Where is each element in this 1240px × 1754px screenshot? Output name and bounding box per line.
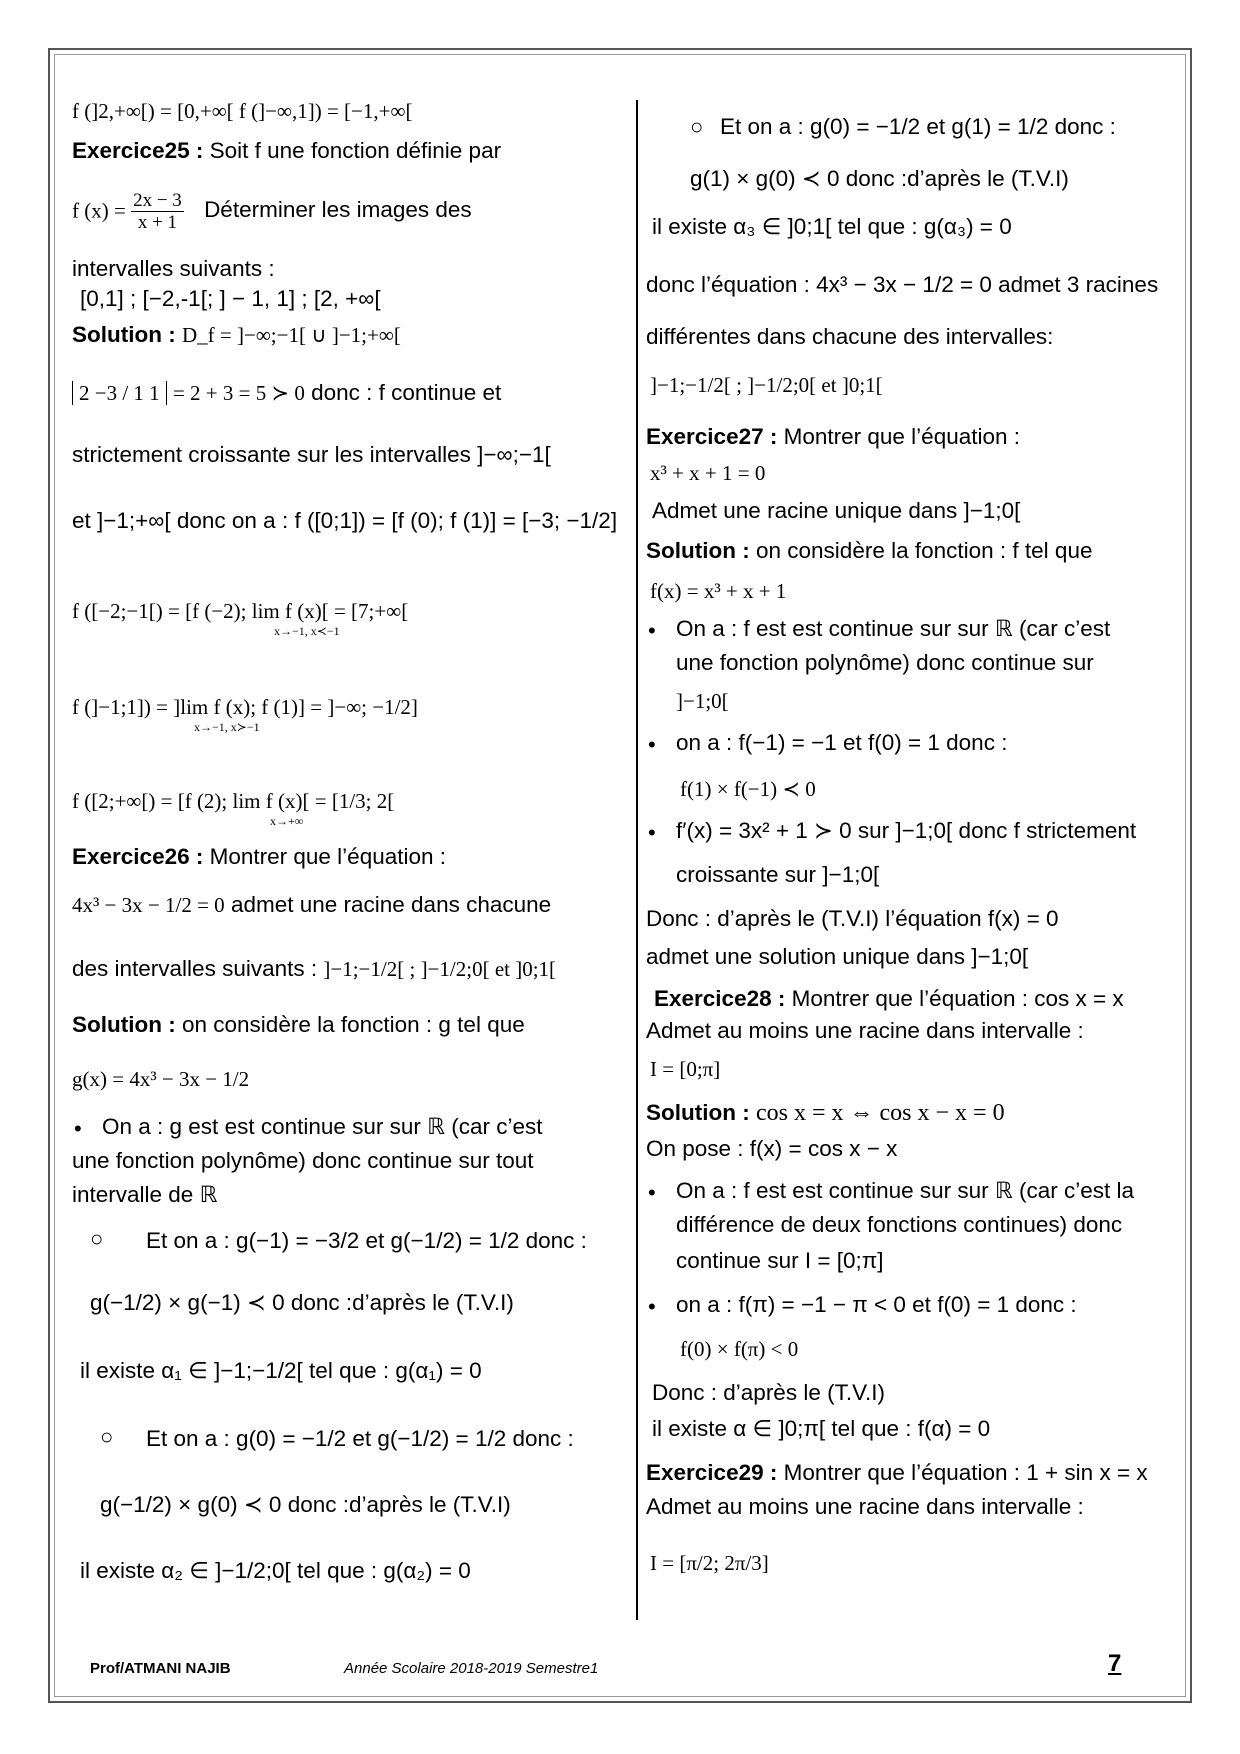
- exercise-26-intervals-line: [72, 954, 556, 984]
- solution-26: [72, 1010, 525, 1040]
- right-bullet-5-product: f(0) × f(π) < 0: [680, 1337, 799, 1361]
- bullet-dot: •: [648, 820, 656, 845]
- left-sub-1-product: g(−1/2) × g(−1) ≺ 0 donc :d’après le (T.V.I): [90, 1290, 514, 1315]
- left-sub-2: Et on a : g(0) = −1/2 et g(−1/2) = 1/2 donc :: [146, 1426, 574, 1451]
- conclusion-28-line-1: Donc : d’après le (T.V.I): [652, 1380, 886, 1405]
- conclusion-26-line-2: différentes dans chacune des intervalles:: [646, 324, 1054, 349]
- f-def-fraction: [131, 190, 184, 233]
- left-bullet-1-cont-2: intervalle de ℝ: [72, 1182, 218, 1207]
- footer-author: Prof/ATMANI NAJIB: [90, 1660, 231, 1677]
- exercise-27-text-2: Admet une racine unique dans ]−1;0[: [652, 498, 1021, 523]
- solution-26-label: Solution :: [72, 1012, 176, 1037]
- exercise-26: [72, 842, 446, 872]
- determinant-result: = 2 + 3 = 5 ≻ 0: [172, 381, 305, 405]
- solution-25: [72, 320, 401, 350]
- image-m2-m1-line: f ([−2;−1[) = [f (−2); lim f (x)[ = [7;+∞[: [72, 599, 409, 623]
- image-2-inf-line: f ([2;+∞[) = [f (2); lim f (x)[ = [1/3; 2[: [72, 789, 395, 813]
- exercise-29-text: Montrer que l’équation : 1 + sin x = x: [783, 1460, 1148, 1485]
- right-sub-3-exists: il existe α₃ ∈ ]0;1[ tel que : g(α₃) = 0: [652, 214, 1012, 239]
- solution-25-label: Solution :: [72, 322, 176, 347]
- determinant: 2 −3 / 1 1: [72, 381, 167, 405]
- exercise-27-equation: x³ + x + 1 = 0: [650, 461, 766, 485]
- f-def-numerator: 2x − 3: [133, 190, 182, 211]
- right-sub-3-product: g(1) × g(0) ≺ 0 donc :d’après le (T.V.I): [690, 166, 1069, 191]
- exercise-29-text-2: Admet au moins une racine dans intervalle :: [646, 1494, 1084, 1519]
- solution-26-text: on considère la fonction : g tel que: [182, 1012, 525, 1037]
- solution-28-pose: On pose : f(x) = cos x − x: [646, 1136, 898, 1161]
- right-bullet-5: on a : f(π) = −1 − π < 0 et f(0) = 1 donc :: [676, 1292, 1077, 1317]
- f-def-denominator: x + 1: [137, 212, 178, 233]
- conclusion-28-line-2: il existe α ∈ ]0;π[ tel que : f(α) = 0: [652, 1416, 991, 1441]
- page-number: 7: [1108, 1650, 1122, 1677]
- left-sub-2-product: g(−1/2) × g(0) ≺ 0 donc :d’après le (T.V.I): [100, 1492, 511, 1517]
- footer-year: Année Scolaire 2018-2019 Semestre1: [344, 1660, 599, 1677]
- right-bullet-2: on a : f(−1) = −1 et f(0) = 1 donc :: [676, 730, 1008, 755]
- bullet-dot: •: [648, 1294, 656, 1319]
- left-sub-1: Et on a : g(−1) = −3/2 et g(−1/2) = 1/2 donc :: [146, 1228, 587, 1253]
- exercise-29-interval: I = [π/2; 2π/3]: [650, 1551, 769, 1575]
- exercise-26-equation-line: [72, 890, 551, 920]
- right-bullet-4-cont-2: continue sur I = [0;π]: [676, 1248, 884, 1273]
- conclusion-27-line-1: Donc : d’après le (T.V.I) l’équation f(x) = 0: [646, 906, 1059, 931]
- exercise-25-title: Exercice25 :: [72, 138, 204, 163]
- f-def-lhs: f (x) =: [72, 198, 132, 223]
- exercise-26-text-2: admet une racine dans chacune: [230, 892, 552, 917]
- exercise-28-text: Montrer que l’équation : cos x = x: [791, 986, 1124, 1011]
- exercise-28-interval: I = [0;π]: [650, 1057, 721, 1081]
- conclusion-26-line-1: donc l’équation : 4x³ − 3x − 1/2 = 0 admet 3 racines: [646, 272, 1159, 297]
- exercise-29-title: Exercice29 :: [646, 1460, 778, 1485]
- exercise-25-task: Déterminer les images des: [204, 197, 472, 223]
- exercise-28-title: Exercice28 :: [654, 986, 786, 1011]
- conclusion-27-line-2: admet une solution unique dans ]−1;0[: [646, 944, 1029, 969]
- exercise-26-intervals: ]−1;−1/2[ ; ]−1/2;0[ et ]0;1[: [323, 957, 557, 981]
- solution-25-domain: D_f = ]−∞;−1[ ∪ ]−1;+∞[: [182, 323, 401, 347]
- bullet-dot: •: [648, 618, 656, 643]
- exercise-26-text-3: des intervalles suivants :: [72, 956, 318, 981]
- circle-bullet: ○: [100, 1424, 114, 1449]
- solution-27: [646, 536, 1092, 566]
- exercise-27-title: Exercice27 :: [646, 424, 778, 449]
- exercise-25: [72, 136, 501, 166]
- right-bullet-1-cont: une fonction polynôme) donc continue sur: [676, 650, 1094, 675]
- solution-27-f: f(x) = x³ + x + 1: [650, 579, 787, 603]
- image-m2-m1-limit-sub: x→−1, x≺−1: [274, 624, 340, 638]
- exercise-28-text-2: Admet au moins une racine dans intervalle :: [646, 1018, 1084, 1043]
- determinant-text: donc : f continue et: [311, 380, 502, 405]
- conclusion-26-intervals: ]−1;−1/2[ ; ]−1/2;0[ et ]0;1[: [650, 373, 883, 397]
- right-bullet-1: On a : f est est continue sur sur ℝ (car c’est: [676, 616, 1111, 641]
- left-sub-1-exists: il existe α₁ ∈ ]−1;−1/2[ tel que : g(α₁) = 0: [80, 1358, 482, 1383]
- right-bullet-4-cont: différence de deux fonctions continues) donc: [676, 1212, 1123, 1237]
- image-m1-1-line: f (]−1;1]) = ]lim f (x); f (1)] = ]−∞; −1/2]: [72, 695, 418, 719]
- image-line-1: f (]2,+∞[) = [0,+∞[ f (]−∞,1]) = [−1,+∞[: [72, 99, 413, 123]
- exercise-29: [646, 1458, 1148, 1488]
- image-0-1-line: et ]−1;+∞[ donc on a : f ([0;1]) = [f (0); f (1)] = [−3; −1/2]: [72, 508, 618, 533]
- strictly-increasing-line: strictement croissante sur les intervalles ]−∞;−1[: [72, 442, 551, 467]
- solution-28-label: Solution :: [646, 1100, 750, 1125]
- bullet-dot: •: [648, 732, 656, 757]
- left-sub-2-exists: il existe α₂ ∈ ]−1/2;0[ tel que : g(α₂) = 0: [80, 1558, 471, 1583]
- exercise-25-task-2: intervalles suivants :: [72, 256, 275, 281]
- right-bullet-4: On a : f est est continue sur sur ℝ (car c’est la: [676, 1178, 1134, 1203]
- exercise-26-text: Montrer que l’équation :: [209, 844, 447, 869]
- solution-27-text: on considère la fonction : f tel que: [756, 538, 1093, 563]
- solution-27-label: Solution :: [646, 538, 750, 563]
- right-sub-3: Et on a : g(0) = −1/2 et g(1) = 1/2 donc :: [720, 114, 1116, 139]
- circle-bullet: ○: [90, 1226, 104, 1251]
- bullet-dot: •: [74, 1116, 82, 1141]
- exercise-25-function: [72, 190, 472, 233]
- exercise-27: [646, 422, 1020, 452]
- exercise-25-text: Soit f une fonction définie par: [209, 138, 502, 163]
- left-bullet-1: On a : g est est continue sur sur ℝ (car c’est: [102, 1114, 543, 1139]
- left-bullet-1-cont: une fonction polynôme) donc continue sur tout: [72, 1148, 534, 1173]
- solution-28: [646, 1098, 1005, 1128]
- bullet-dot: •: [648, 1180, 656, 1205]
- determinant-line: [72, 378, 501, 408]
- solution-28-equivalence: cos x = x ⇔ cos x − x = 0: [756, 1100, 1005, 1126]
- right-bullet-3: f′(x) = 3x² + 1 ≻ 0 sur ]−1;0[ donc f strictement: [676, 818, 1137, 843]
- column-divider: [636, 100, 638, 1620]
- right-bullet-3-cont: croissante sur ]−1;0[: [676, 862, 880, 887]
- circle-bullet: ○: [690, 114, 704, 139]
- exercise-26-title: Exercice26 :: [72, 844, 204, 869]
- right-bullet-2-product: f(1) × f(−1) ≺ 0: [680, 777, 816, 801]
- exercise-25-intervals: [0,1] ; [−2,-1[; ] − 1, 1] ; [2, +∞[: [80, 286, 381, 311]
- image-2-inf-limit-sub: x→+∞: [270, 814, 304, 828]
- exercise-27-text: Montrer que l’équation :: [783, 424, 1021, 449]
- exercise-26-equation: 4x³ − 3x − 1/2 = 0: [72, 893, 225, 917]
- exercise-28: [654, 984, 1124, 1014]
- image-m1-1-limit-sub: x→−1, x≻−1: [194, 720, 260, 734]
- solution-26-g: g(x) = 4x³ − 3x − 1/2: [72, 1067, 250, 1091]
- right-bullet-1-interval: ]−1;0[: [676, 689, 729, 713]
